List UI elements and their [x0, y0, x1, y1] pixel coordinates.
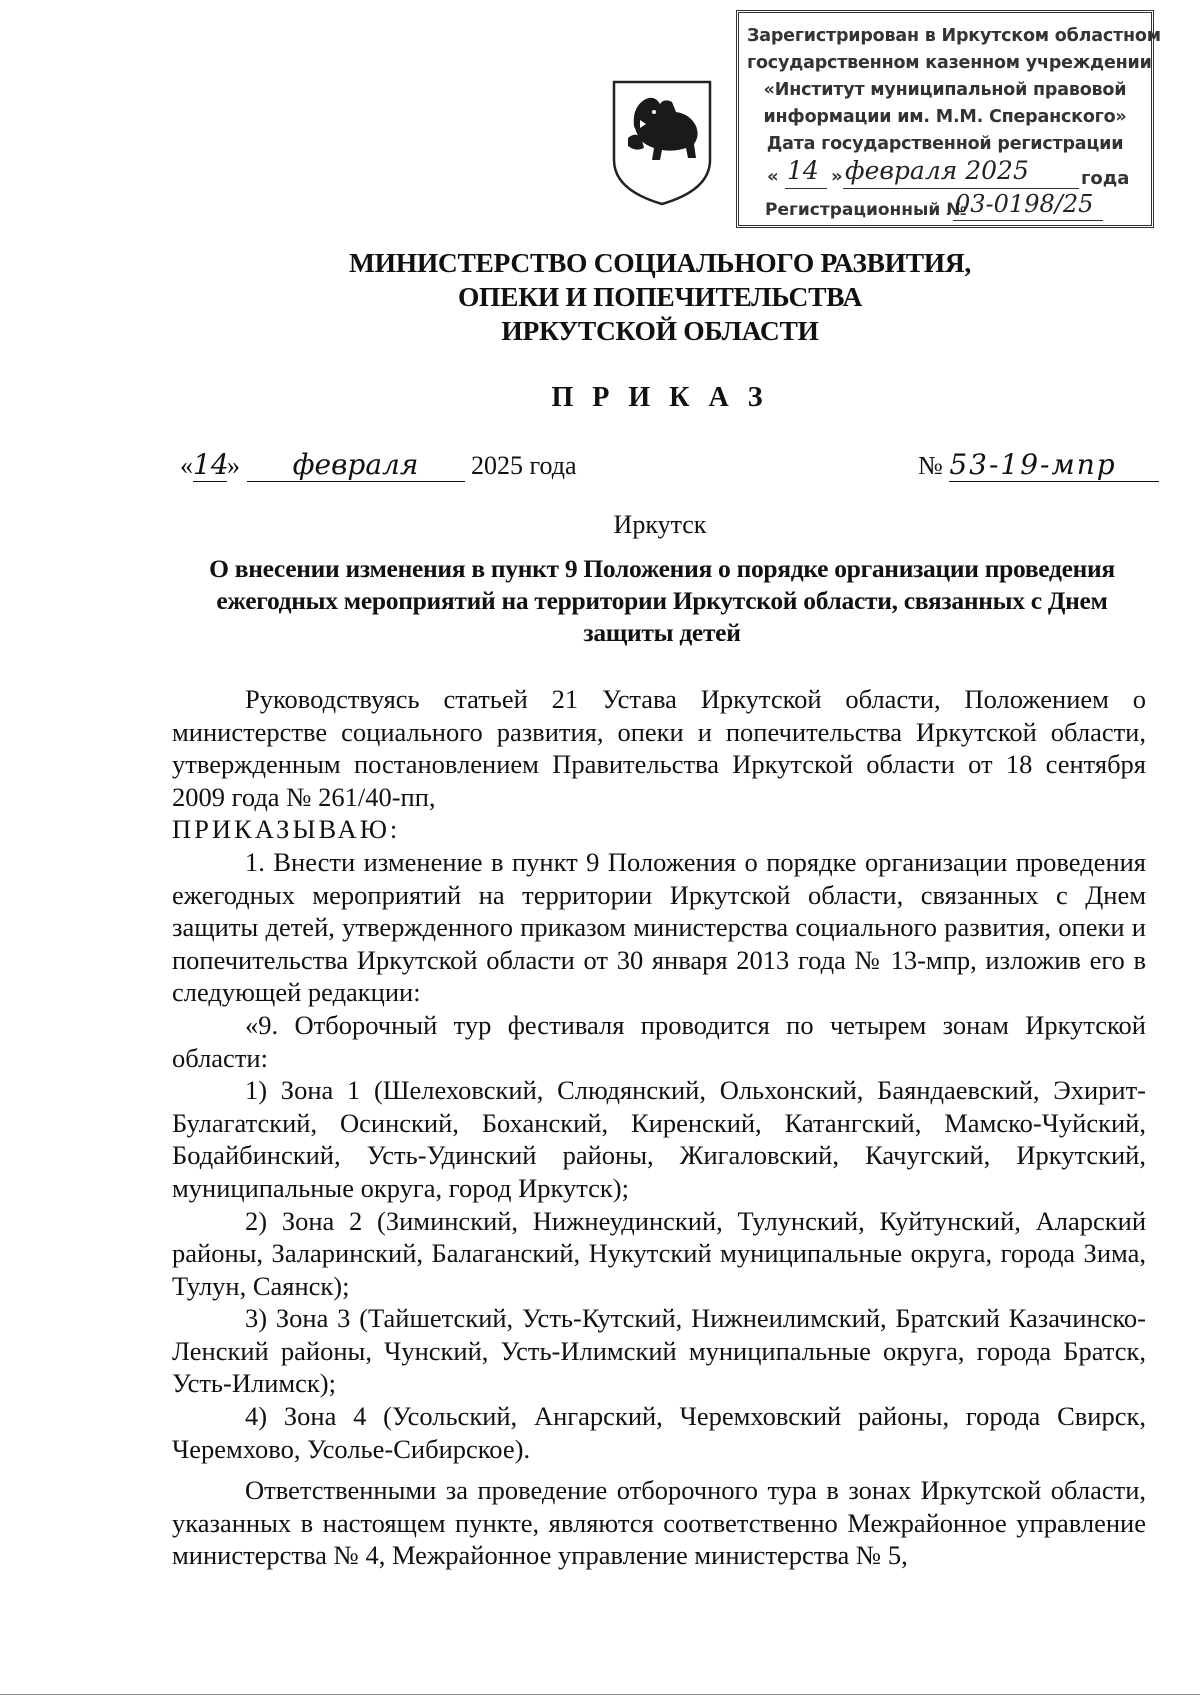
order-directive: ПРИКАЗЫВАЮ:	[172, 814, 401, 845]
date-close-quote: »	[227, 451, 240, 480]
stamp-date-close-quote: »	[831, 166, 843, 187]
stamp-date-year-word: года	[1081, 168, 1130, 189]
order-subject: О внесении изменения в пункт 9 Положения о порядке организации проведения ежегодных мероприятий на территории Иркутской области, связанных с Днем защиты детей	[209, 554, 1115, 647]
ministry-name-line: ИРКУТСКОЙ ОБЛАСТИ	[501, 315, 819, 346]
body-paragraph: 1. Внести изменение в пункт 9 Положения о порядке организации проведения ежегодных мероприятий на территории Иркутской области, связанных с Днем защиты детей, утвержденного приказом министерства социального развития, опеки и попечительства Иркутской области от 30 января 2013 года № 13-мпр, изложив его в следующей редакции:	[172, 846, 1146, 1008]
zone-paragraph: 4) Зона 4 (Усольский, Ангарский, Черемховский районы, города Свирск, Черемхово, Усолье-Сибирское).	[172, 1401, 1146, 1464]
zone-paragraph: 1) Зона 1 (Шелеховский, Слюдянский, Ольхонский, Баяндаевский, Эхирит-Булагатский, Осинский, Боханский, Киренский, Катангский, Мамско-Чуйский, Бодайбинский, Усть-Удинский районы, Жигаловский, Качугский, Иркутский, муниципальные округа, город Иркутск);	[172, 1075, 1146, 1203]
order-body	[172, 683, 1146, 1572]
order-number	[918, 448, 1159, 482]
order-title: П Р И К А З	[551, 382, 769, 413]
page-bottom-rule	[0, 1694, 1200, 1695]
ministry-name-line: МИНИСТЕРСТВО СОЦИАЛЬНОГО РАЗВИТИЯ,	[348, 247, 971, 278]
body-paragraph: Ответственными за проведение отборочного тура в зонах Иркутской области, указанных в настоящем пункте, являются соответственно Межрайонное управление министерства № 4, Межрайонное управление министерства № 5,	[172, 1475, 1146, 1571]
order-date	[180, 448, 577, 482]
zone-paragraph: 3) Зона 3 (Тайшетский, Усть-Кутский, Нижнеилимский, Братский Казачинско-Ленский районы, Чунский, Усть-Илимский муниципальные округа, города Братск, Усть-Илимск);	[172, 1303, 1146, 1399]
stamp-date-month-underline	[843, 188, 1079, 189]
ministry-name	[300, 246, 1020, 348]
stamp-line: «Институт муниципальной правовой	[763, 80, 1127, 100]
stamp-reg-number-handwritten: 03-0198/25	[955, 190, 1094, 218]
stamp-line: Дата государственной регистрации	[766, 134, 1124, 154]
date-month-handwritten: февраля	[247, 448, 465, 482]
stamp-line: информации им. М.М. Сперанского»	[763, 107, 1127, 127]
stamp-registration-date	[747, 158, 1143, 194]
order-number-label: №	[918, 451, 943, 480]
date-open-quote: «	[180, 451, 193, 480]
stamp-reg-underline	[953, 220, 1103, 221]
stamp-date-open-quote: «	[767, 166, 779, 187]
stamp-date-day-handwritten: 14	[787, 156, 819, 185]
date-year: 2025 года	[471, 451, 577, 480]
stamp-registration-number	[747, 190, 1143, 224]
stamp-line: государственном казенном учреждении	[747, 53, 1152, 73]
registration-stamp	[736, 10, 1161, 228]
city-name: Иркутск	[613, 510, 707, 539]
ministry-name-line: ОПЕКИ И ПОПЕЧИТЕЛЬСТВА	[457, 281, 863, 312]
stamp-reg-label: Регистрационный №	[765, 200, 967, 220]
body-paragraph: Руководствуясь статьей 21 Устава Иркутской области, Положением о министерстве социального развития, опеки и попечительства Иркутской области, утвержденным постановлением Правительства Иркутской области от 18 сентября 2009 года № 261/40-пп,	[172, 684, 1146, 812]
stamp-date-day-underline	[785, 188, 827, 189]
body-paragraph: «9. Отборочный тур фестиваля проводится по четырем зонам Иркутской области:	[172, 1009, 1146, 1073]
stamp-date-month-handwritten: февраля 2025	[845, 156, 1029, 185]
irkutsk-coat-of-arms-emblem	[610, 78, 714, 208]
date-day-handwritten: 14	[193, 448, 229, 481]
stamp-line: Зарегистрирован в Иркутском областном	[747, 26, 1161, 46]
order-number-handwritten: 53-19-мпр	[949, 448, 1159, 482]
zone-paragraph: 2) Зона 2 (Зиминский, Нижнеудинский, Тулунский, Куйтунский, Аларский районы, Заларинский, Балаганский, Нукутский муниципальные округа, города Зима, Тулун, Саянск);	[172, 1205, 1146, 1301]
